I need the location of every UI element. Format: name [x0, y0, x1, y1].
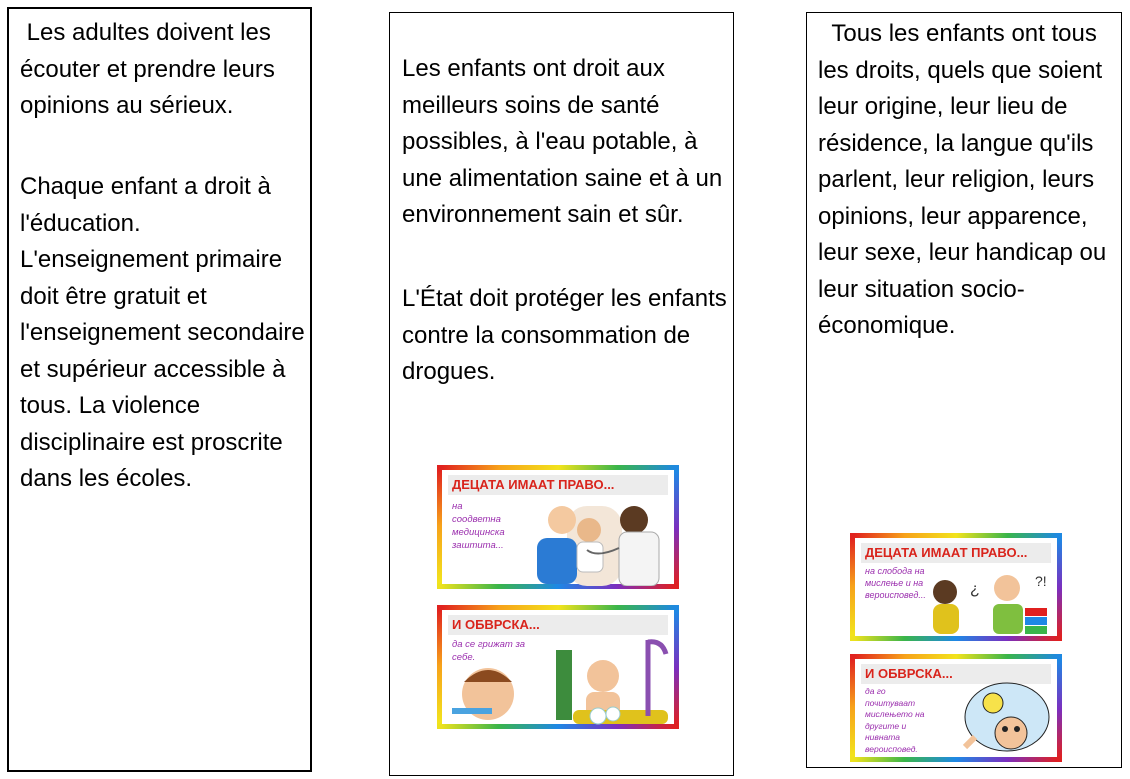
children-thinking-illustration	[915, 564, 1057, 638]
svg-text:?!: ?!	[1035, 573, 1047, 589]
card-title: И ОБВРСКА...	[861, 664, 1051, 684]
drugs-paragraph: L'État doit protéger les enfants contre la consommation de drogues.	[402, 285, 727, 385]
right-text-box	[806, 12, 1122, 768]
card-subtitle: на соодветна медицинска заштита...	[452, 501, 505, 551]
card-subtitle: да се грижат за себе.	[452, 639, 526, 663]
card-subtitle: на слобода на мислење и на вероисповед...	[865, 566, 926, 600]
card-title: ДЕЦАТА ИМААТ ПРАВО...	[861, 543, 1051, 563]
boy-brushing-teeth-illustration	[448, 636, 676, 728]
health-rights-card	[437, 465, 679, 589]
non-discrimination-paragraph: Tous les enfants ont tous les droits, quels que soient leur origine, leur lieu de résidence, la langue qu'ils parlent, leur religion, leurs opinions, leur apparence, leur sexe, leur handicap ou leur situation socio-économique.	[818, 20, 1113, 339]
middle-text-box	[389, 12, 734, 776]
card-title: ДЕЦАТА ИМААТ ПРАВО...	[448, 475, 668, 495]
card-subtitle: да го почитуваат мислењето на другите и нивната вероисповед.	[865, 686, 925, 754]
svg-text:¿: ¿	[970, 581, 980, 598]
doctor-child-illustration	[527, 498, 675, 586]
self-care-duty-card	[437, 605, 679, 729]
health-paragraph: Les enfants ont droit aux meilleurs soins de santé possibles, à l'eau potable, à une alimentation saine et à un environnement sain et sûr.	[402, 55, 723, 228]
lightbulb-idea-illustration	[945, 677, 1057, 761]
education-paragraph: Chaque enfant a droit à l'éducation. L'enseignement primaire doit être gratuit et l'enseignement secondaire et supérieur accessible à tous. La violence disciplinaire est proscrite dans les écoles.	[20, 173, 305, 492]
card-title: И ОБВРСКА...	[448, 615, 668, 635]
left-text-box	[7, 7, 312, 772]
respect-opinions-card	[850, 654, 1062, 762]
freedom-of-thought-card	[850, 533, 1062, 641]
adults-listen-paragraph: Les adultes doivent les écouter et prendre leurs opinions au sérieux.	[20, 19, 282, 119]
